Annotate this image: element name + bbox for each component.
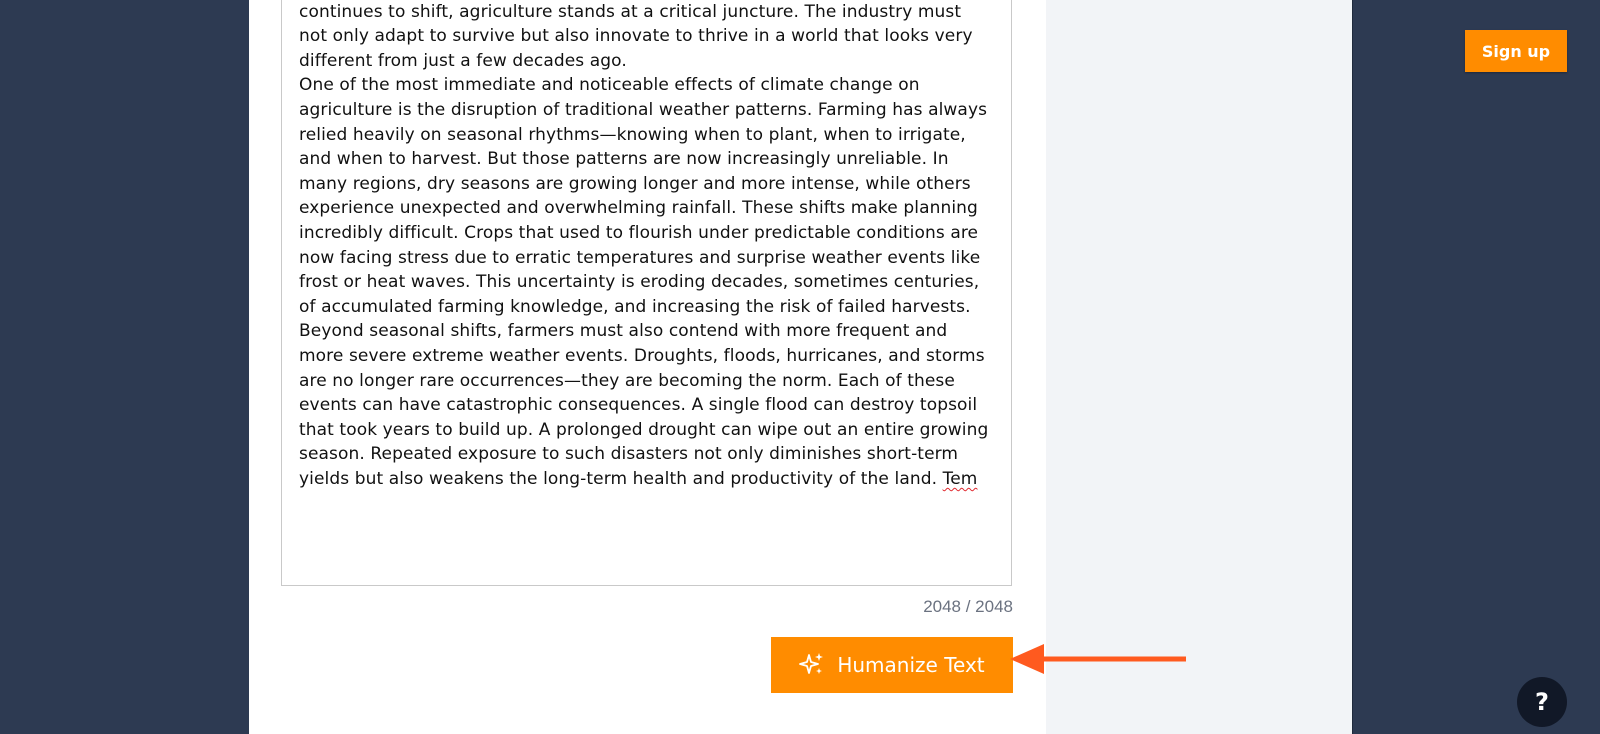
editor-text[interactable]: [299, 0, 989, 491]
editor-paragraph-1: continues to shift, agriculture stands at a critical juncture. The industry must not only adapt to survive but also innovate to thrive in a world that looks very different from just a few decades ago.: [299, 1, 973, 71]
humanize-text-label: Humanize Text: [837, 653, 985, 677]
sparkles-icon: [799, 652, 825, 678]
editor-paragraph-2: One of the most immediate and noticeable effects of climate change on agriculture is the disruption of traditional weather patterns. Farming has always relied heavily on seasonal rhythms—knowing when to plant, when to irrigate, and when to harvest. But those patterns are now increasingly unreliable. In many regions, dry seasons are growing longer and more intense, while others experience unexpected and overwhelming rainfall. These shifts make planning incredibly difficult. Crops that used to flourish under predictable conditions are now facing stress due to erratic temperatures and surprise weather events like frost or heat waves. This uncertainty is eroding decades, sometimes centuries, of accumulated farming knowledge, and increasing the risk of failed harvests.: [299, 75, 988, 317]
side-panel: [1046, 0, 1353, 734]
text-input-area[interactable]: [281, 0, 1012, 586]
editor-paragraph-3-text: Beyond seasonal shifts, farmers must also contend with more frequent and more severe extreme weather events. Droughts, floods, hurricanes, and storms are no longer rare occurrences—they are becoming the norm. Each of these events can have catastrophic consequences. A single flood can destroy topsoil that took years to build up. A prolonged drought can wipe out an entire growing season. Repeated exposure to such disasters not only diminishes short-term yields but also weakens the long-term health and productivity of the land.: [299, 321, 989, 489]
character-counter: 2048 / 2048: [923, 597, 1013, 616]
humanize-text-button[interactable]: [771, 637, 1013, 693]
editor-paragraph-3: [299, 319, 989, 491]
sign-up-button[interactable]: Sign up: [1465, 30, 1567, 72]
pointer-arrow-icon: [1010, 640, 1190, 684]
misspelled-word: Tem: [942, 468, 978, 489]
help-button[interactable]: ?: [1517, 677, 1567, 727]
